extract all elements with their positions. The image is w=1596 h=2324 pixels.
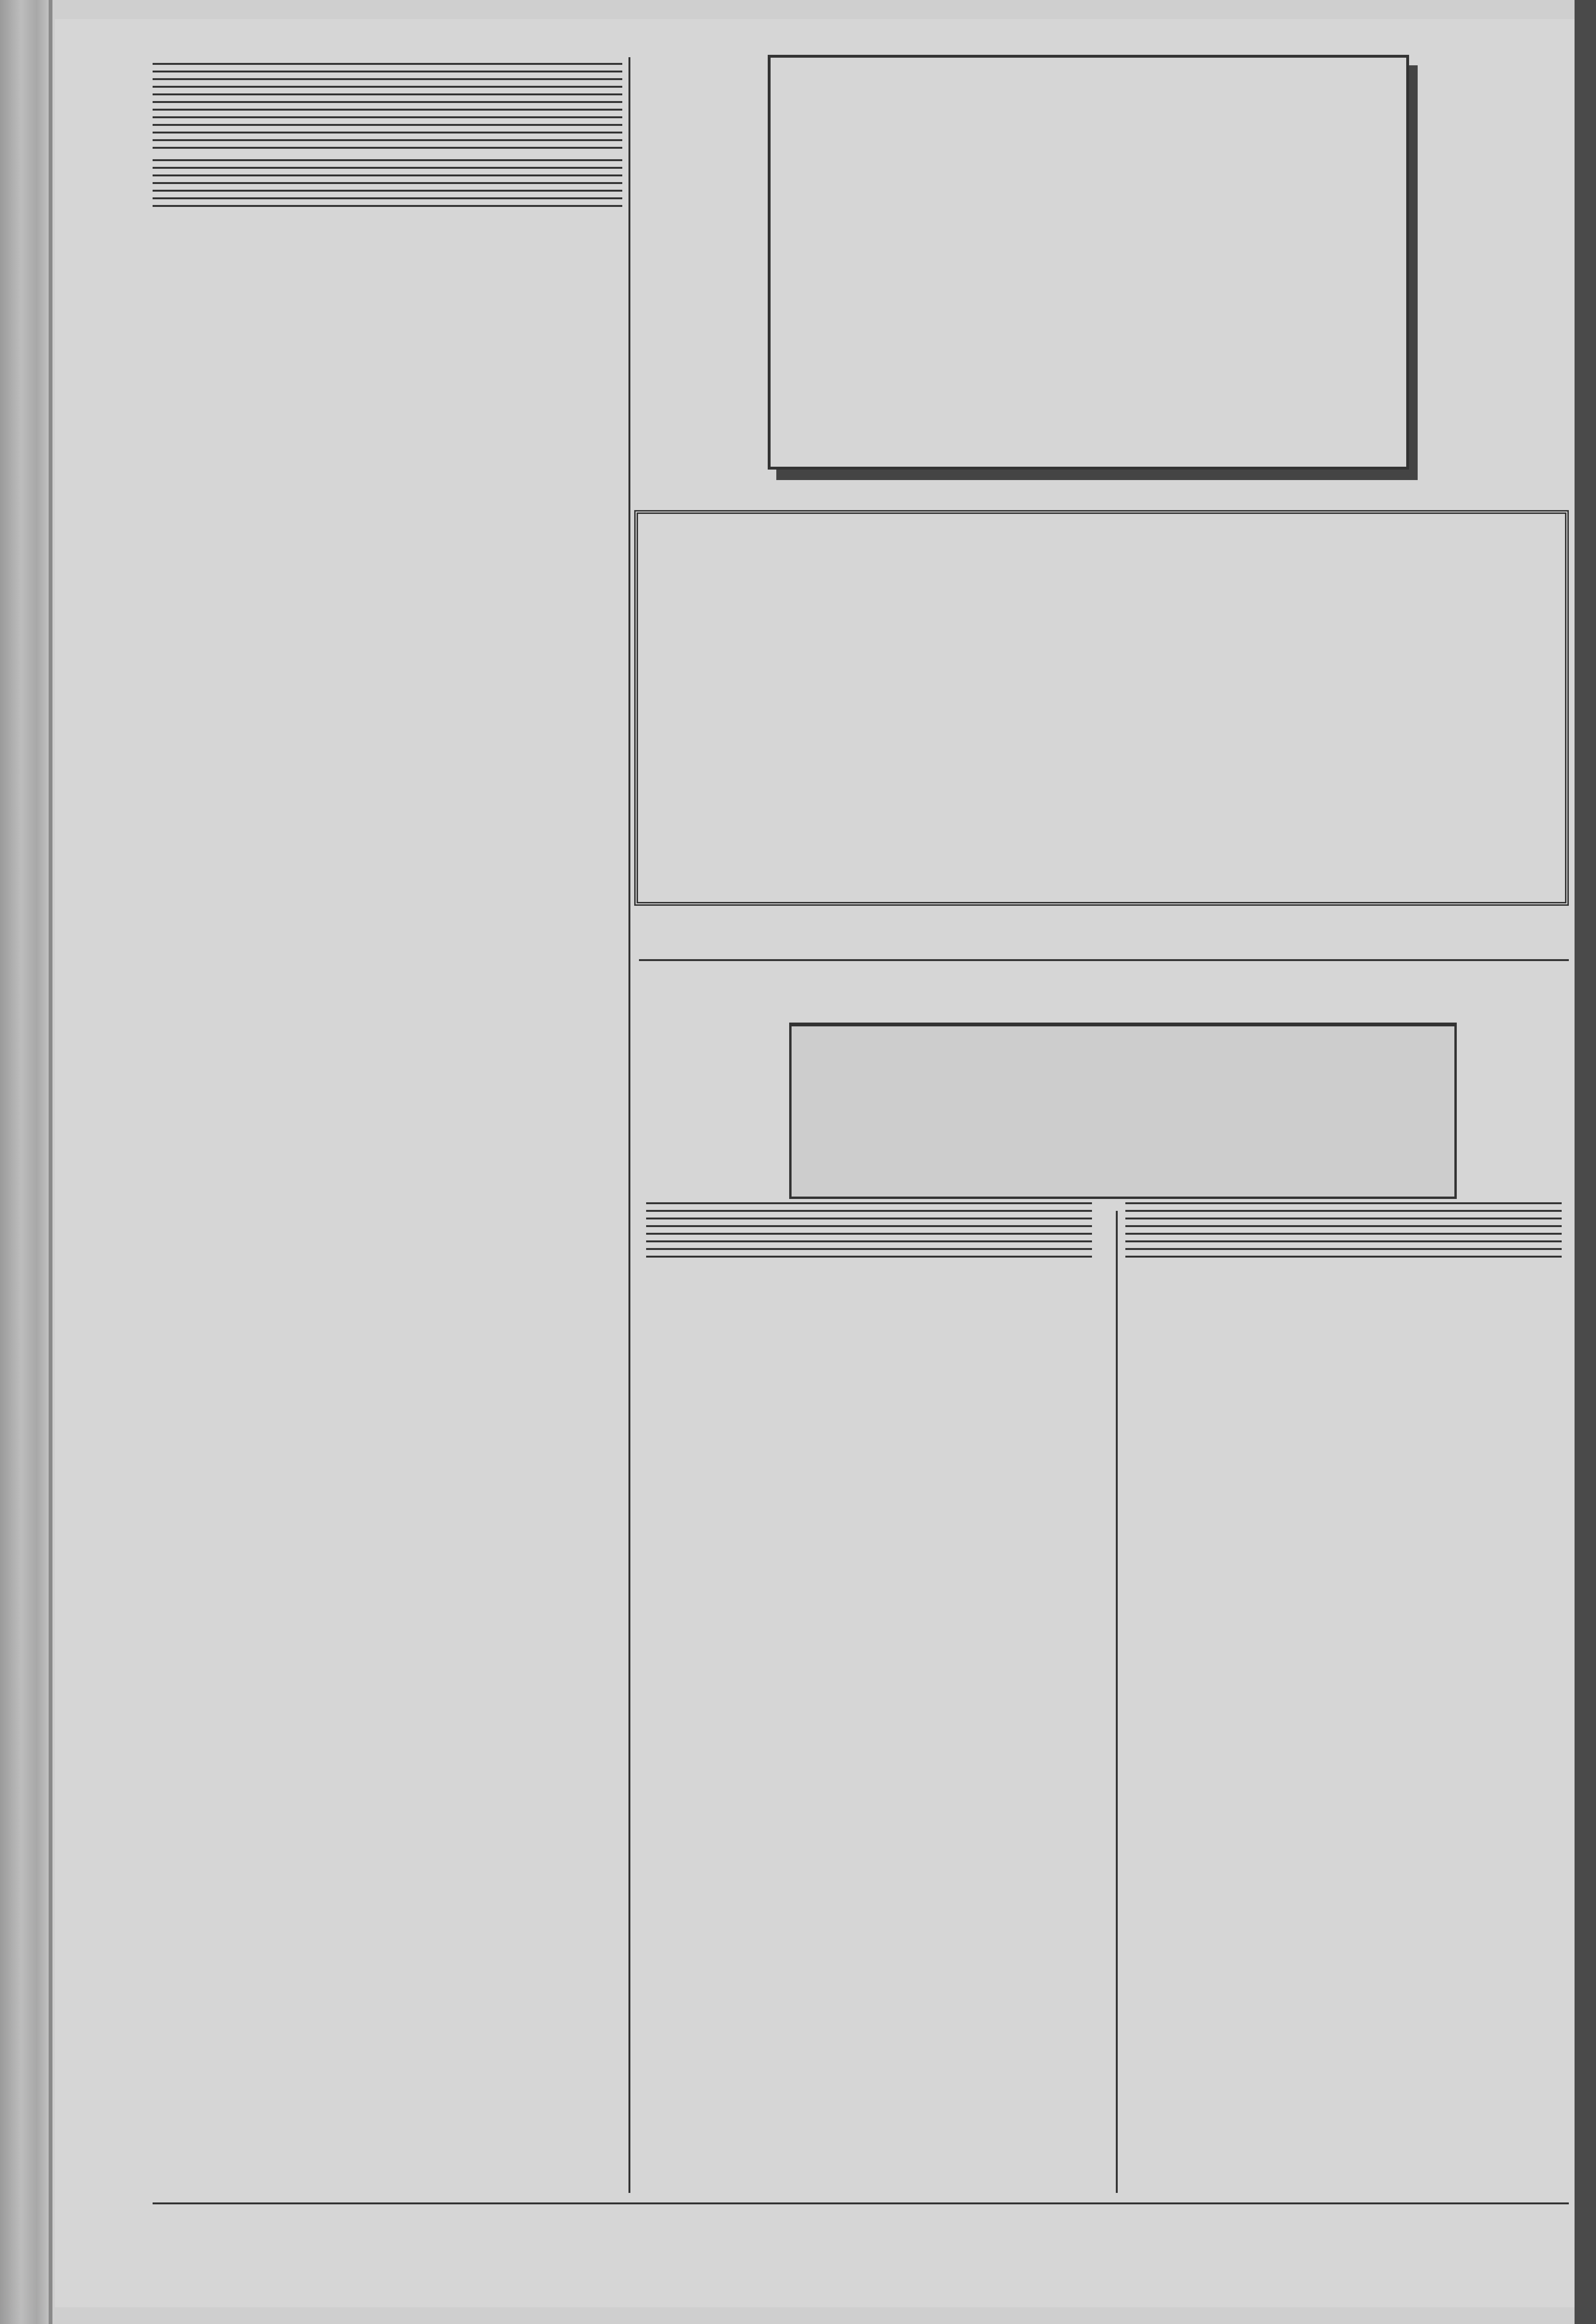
classified-ad bbox=[646, 1212, 1092, 1219]
event-ads-col2 bbox=[646, 1219, 1092, 1258]
event-ad bbox=[153, 161, 622, 169]
classified-ad bbox=[153, 88, 622, 95]
classified-ad bbox=[153, 57, 622, 65]
rath-article bbox=[153, 149, 622, 161]
column-1 bbox=[153, 57, 622, 207]
column-2 bbox=[646, 1197, 1092, 1258]
classified-ad bbox=[646, 1204, 1092, 1212]
event-ad bbox=[646, 1219, 1092, 1227]
event-ad bbox=[1125, 1219, 1562, 1227]
event-ads-col3 bbox=[1125, 1197, 1562, 1258]
event-ad bbox=[1125, 1227, 1562, 1235]
scan-gutter bbox=[1575, 0, 1596, 2324]
event-ad bbox=[1125, 1204, 1562, 1212]
event-ad bbox=[646, 1235, 1092, 1242]
classified-ad bbox=[153, 118, 622, 126]
event-ad bbox=[153, 169, 622, 176]
event-ad bbox=[153, 192, 622, 199]
classified-ad bbox=[153, 141, 622, 149]
page-edge bbox=[0, 0, 52, 2324]
event-ad bbox=[1125, 1235, 1562, 1242]
classified-ad bbox=[153, 126, 622, 133]
classified-ad bbox=[153, 95, 622, 103]
classified-ad bbox=[153, 103, 622, 111]
event-ad bbox=[153, 184, 622, 192]
event-ad bbox=[153, 199, 622, 207]
event-ad bbox=[1125, 1242, 1562, 1250]
wine-ad bbox=[768, 55, 1409, 470]
column-rule bbox=[1116, 1211, 1118, 2193]
classified-ad bbox=[646, 1197, 1092, 1204]
event-ad bbox=[153, 176, 622, 184]
classified-ads-col2 bbox=[646, 1197, 1092, 1219]
column-rule bbox=[628, 57, 630, 2193]
brauer-ad bbox=[639, 920, 1569, 961]
event-ad bbox=[1125, 1212, 1562, 1219]
classified-ad bbox=[153, 65, 622, 72]
classified-ad bbox=[153, 72, 622, 80]
feldbahnen-ad bbox=[634, 510, 1569, 906]
event-ad bbox=[646, 1250, 1092, 1258]
classified-ad bbox=[153, 111, 622, 118]
bibliothek-ad bbox=[789, 1023, 1457, 1199]
imprint bbox=[153, 2202, 1569, 2209]
event-ads-col1 bbox=[153, 161, 622, 207]
column-3 bbox=[1125, 1197, 1562, 1258]
event-ad bbox=[646, 1242, 1092, 1250]
classified-ads bbox=[153, 57, 622, 149]
classified-ad bbox=[153, 133, 622, 141]
event-ad bbox=[646, 1227, 1092, 1235]
classified-ad bbox=[153, 80, 622, 88]
event-ad bbox=[1125, 1197, 1562, 1204]
event-ad bbox=[1125, 1250, 1562, 1258]
